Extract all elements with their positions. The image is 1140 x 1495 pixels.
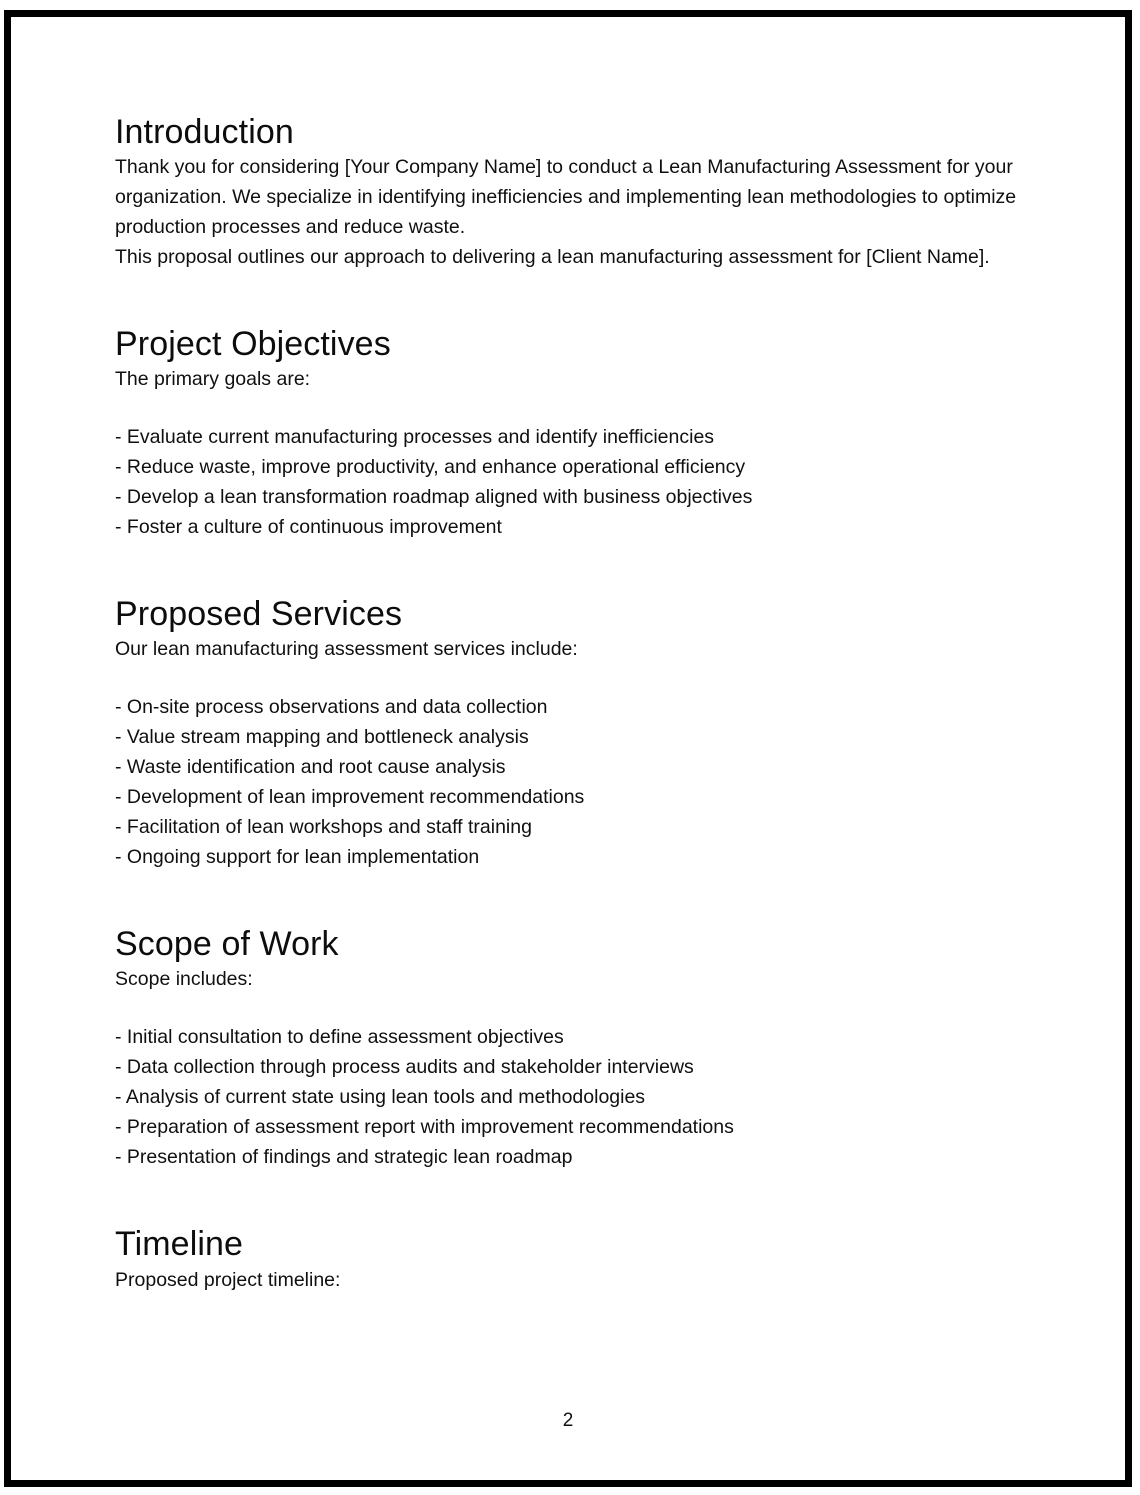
scope-of-work-lead-in: Scope includes:	[115, 968, 253, 991]
introduction-paragraph-1: Thank you for considering [Your Company Name] to conduct a Lean Manufacturing Assessment for your organization. We specialize in identifying inefficiencies and implementing lean methodologies to optimize production processes and reduce waste.	[115, 156, 1017, 239]
project-objectives-list	[115, 422, 1027, 542]
introduction-paragraph-2: This proposal outlines our approach to delivering a lean manufacturing assessment for [Client Name].	[115, 246, 990, 269]
document-page-surface	[11, 17, 1125, 1480]
section-heading-scope-of-work: Scope of Work	[115, 925, 339, 964]
list-item: - Presentation of findings and strategic lean roadmap	[115, 1146, 573, 1169]
section-heading-timeline: Timeline	[115, 1225, 244, 1264]
section-heading-proposed-services: Proposed Services	[115, 595, 403, 634]
list-item: - Analysis of current state using lean tools and methodologies	[115, 1086, 646, 1109]
list-item: - Value stream mapping and bottleneck analysis	[115, 726, 529, 749]
list-item: - Facilitation of lean workshops and staff training	[115, 816, 532, 839]
list-item: - Evaluate current manufacturing processes and identify inefficiencies	[115, 426, 715, 449]
list-item: - Ongoing support for lean implementation	[115, 846, 480, 869]
section-heading-project-objectives: Project Objectives	[115, 325, 391, 364]
project-objectives-lead-in: The primary goals are:	[115, 368, 311, 391]
timeline-lead-in: Proposed project timeline:	[115, 1268, 341, 1291]
list-item: - Waste identification and root cause analysis	[115, 756, 506, 779]
section-scope-of-work	[115, 924, 1027, 1172]
section-timeline	[115, 1224, 1027, 1294]
list-item: - Reduce waste, improve productivity, and enhance operational efficiency	[115, 456, 746, 479]
list-item: - Data collection through process audits and stakeholder interviews	[115, 1056, 694, 1079]
list-item: - On-site process observations and data collection	[115, 696, 548, 719]
proposed-services-lead-in: Our lean manufacturing assessment services include:	[115, 638, 578, 661]
document-content	[115, 112, 1027, 1295]
section-heading-introduction: Introduction	[115, 113, 294, 151]
page-number: 2	[562, 1410, 574, 1431]
document-page-frame	[4, 10, 1132, 1487]
section-introduction	[115, 112, 1027, 272]
scope-of-work-list	[115, 1022, 1027, 1172]
list-item: - Initial consultation to define assessment objectives	[115, 1026, 564, 1049]
section-project-objectives	[115, 324, 1027, 542]
proposed-services-list	[115, 692, 1027, 872]
section-proposed-services	[115, 594, 1027, 872]
list-item: - Foster a culture of continuous improvement	[115, 516, 502, 539]
list-item: - Develop a lean transformation roadmap aligned with business objectives	[115, 486, 753, 509]
list-item: - Preparation of assessment report with improvement recommendations	[115, 1116, 734, 1139]
list-item: - Development of lean improvement recommendations	[115, 786, 585, 809]
